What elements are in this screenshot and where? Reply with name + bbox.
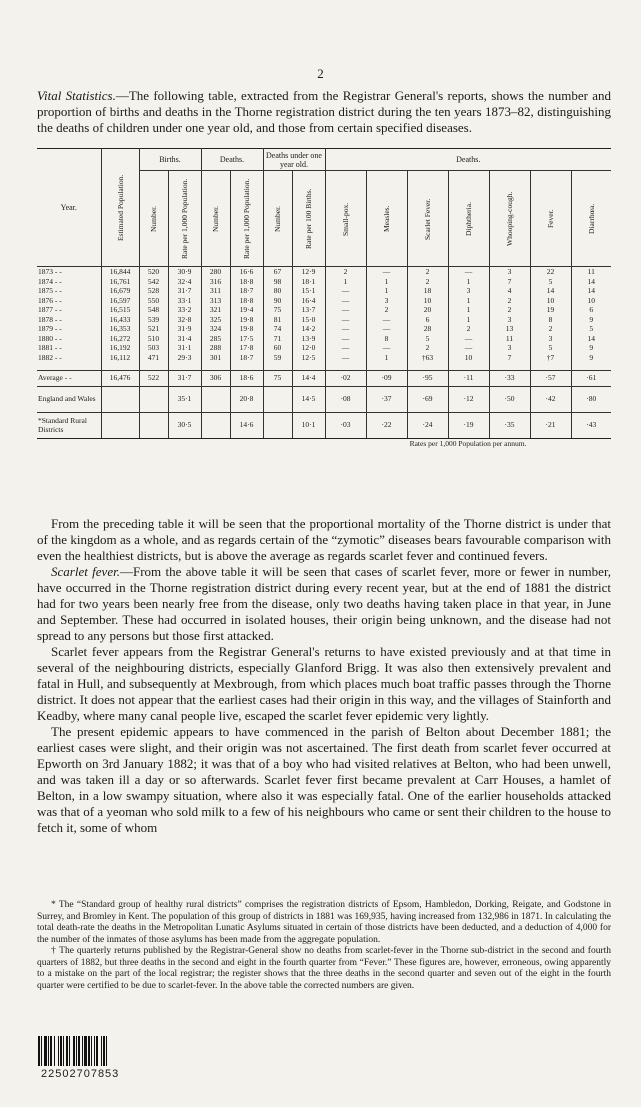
cell-b_r: 31·1	[168, 343, 201, 353]
cell-sf: ·69	[407, 386, 448, 412]
cell-b_r: 32·4	[168, 277, 201, 287]
cell-me: ·22	[366, 412, 407, 438]
cell-sp: —	[325, 286, 366, 296]
cell-wc: 13	[489, 324, 530, 334]
paragraph-scarlet-fever	[37, 564, 611, 644]
table-row	[37, 286, 611, 296]
cell-pop: 16,844	[101, 267, 139, 277]
cell-di: —	[448, 267, 489, 277]
cell-sf: 10	[407, 296, 448, 306]
mortality-table	[37, 148, 611, 448]
cell-sp: —	[325, 324, 366, 334]
cell-sf: 28	[407, 324, 448, 334]
col-births-rate: Rate per 1,000 Population.	[168, 171, 201, 267]
cell-me: 1	[366, 353, 407, 363]
cell-d_r: 19·8	[230, 324, 263, 334]
cell-u_n: 75	[263, 370, 292, 386]
cell-sp: ·08	[325, 386, 366, 412]
cell-dh: 11	[571, 267, 611, 277]
cell-fe: 5	[530, 343, 571, 353]
cell-d_r: 19·4	[230, 305, 263, 315]
page-number: 2	[317, 66, 324, 81]
scarlet-fever-text: —From the above table it will be seen that cases of scarlet fever, more or fewer in number, have occurred in the Thorne registration district during every recent year, but at the end of 1881 the district had for two years been nearly free from the disease, only two deaths having taken place in that year, in June and September. These had occurred in isolated houses, their origin being unknown, and the disease had not spread to any persons but those first attacked.	[37, 564, 612, 643]
table-row-average	[37, 370, 611, 386]
cell-empty	[263, 412, 292, 438]
cell-pop: 16,433	[101, 315, 139, 325]
cell-d_r: 14·6	[230, 412, 263, 438]
table-row-standard	[37, 412, 611, 438]
cell-b_r: 32·8	[168, 315, 201, 325]
cell-me: 8	[366, 334, 407, 344]
footnotes	[37, 900, 611, 992]
cell-empty	[263, 386, 292, 412]
cell-sf: 2	[407, 343, 448, 353]
cell-pop: 16,761	[101, 277, 139, 287]
body-text	[37, 516, 611, 836]
cell-pop: 16,597	[101, 296, 139, 306]
cell-pop: 16,679	[101, 286, 139, 296]
col-under-one-number: Number.	[263, 171, 292, 267]
cell-d_n: 288	[201, 343, 230, 353]
cell-fe: ·21	[530, 412, 571, 438]
cell-dh: 10	[587, 295, 596, 305]
table-row	[37, 334, 611, 344]
cell-u_n: 67	[263, 267, 292, 277]
cell-wc: ·33	[489, 370, 530, 386]
intro-paragraph	[37, 88, 611, 136]
cell-me: —	[366, 315, 407, 325]
cell-fe: 22	[530, 267, 571, 277]
cell-wc: 4	[489, 286, 530, 296]
cell-sp: —	[325, 315, 366, 325]
cell-u_n: 81	[263, 315, 292, 325]
cell-fe: 8	[530, 315, 571, 325]
cell-sp: —	[325, 334, 366, 344]
footnote-standard-districts: * The “Standard group of healthy rural districts” comprises the registration districts of Epsom, Hambledon, Dorking, Reigate, and Godstone in Surrey, and Bromley in Kent. The population of this group of districts in 1881 was 169,935, having increased from 132,986 in 1871. In calculating the total death-rate the deaths in the Metropolitan Lunatic Asylums situated in certain of those districts have been deducted, and a deduction of 4,000 for the number of the inmates of those asylums has been made from the aggregate population.	[37, 900, 611, 945]
cell-b_r: 30·9	[168, 267, 201, 277]
cell-sf: ·24	[407, 412, 448, 438]
paragraph-present-epidemic: The present epidemic appears to have commenced in the parish of Belton about December 1881; the earliest cases were slight, and their origin was not ascertained. The first death from scarlet fever occurred at Epworth on 3rd January 1882; it was that of a boy who had visited relatives at Belton, who had been unwell, and was taken ill a day or so afterwards. Scarlet fever first became prevalent at Carr Houses, a hamlet of Belton, in a low swampy situation, where also it was especially fatal. One of the earlier households attacked was that of a yeoman who sold milk to a few of his neighbours who came or sent their children to the house to fetch it, some of whom	[37, 724, 611, 835]
cell-b_r: 31·7	[168, 286, 201, 296]
cell-fe: 14	[530, 286, 571, 296]
cell-d_n: 285	[201, 334, 230, 344]
cell-u_r: 10·1	[292, 412, 325, 438]
cell-d_n: 324	[201, 324, 230, 334]
cell-d_r: 18·8	[230, 277, 263, 287]
cell-b_n: 510	[139, 334, 168, 344]
cell-b_r: 33·2	[168, 305, 201, 315]
cell-dh: 9	[589, 352, 594, 362]
cell-b_r: 35·1	[168, 386, 201, 412]
cell-empty	[201, 386, 230, 412]
cell-wc: 3	[489, 343, 530, 353]
cell-fe: ·57	[530, 370, 571, 386]
cell-pop: 16,476	[101, 370, 139, 386]
cell-d_r: 18·7	[230, 286, 263, 296]
cell-empty	[201, 412, 230, 438]
cell-dh: 6	[589, 305, 594, 314]
col-deaths-number: Number.	[201, 171, 230, 267]
cell-di: ·12	[448, 386, 489, 412]
cell-fe: †7	[530, 353, 571, 363]
cell-wc: 2	[489, 296, 530, 306]
cell-dh: ·80	[571, 386, 611, 412]
col-measles: Measles.	[366, 171, 407, 267]
table-row	[37, 267, 611, 277]
cell-d_r: 20·8	[230, 386, 263, 412]
cell-fe: 19	[530, 305, 571, 315]
cell-d_r: 18·7	[230, 353, 263, 363]
col-deaths: Deaths.	[201, 149, 263, 171]
cell-u_r: 14·2	[292, 324, 325, 334]
barcode-number: 22502707853	[41, 1068, 120, 1080]
col-deaths-under-one: Deaths under one year old.	[263, 149, 325, 171]
cell-sf: 20	[407, 305, 448, 315]
table-row	[37, 296, 611, 306]
row-label: Average - -	[37, 370, 101, 386]
cell-b_n: 542	[139, 277, 168, 287]
cell-di: 1	[448, 305, 489, 315]
cell-b_n: 520	[139, 267, 168, 277]
mortality-table-wrapper	[37, 148, 611, 448]
cell-me: 1	[366, 286, 407, 296]
row-year: 1875 - -	[37, 286, 101, 296]
cell-pop: 16,192	[101, 343, 139, 353]
cell-u_r: 15·0	[292, 315, 325, 325]
cell-pop: 16,112	[101, 353, 139, 363]
cell-d_r: 17·8	[230, 343, 263, 353]
cell-wc: 2	[489, 305, 530, 315]
row-year: 1882 - -	[37, 353, 101, 363]
barcode-image	[38, 1036, 130, 1066]
cell-sf: 5	[407, 334, 448, 344]
cell-fe: ·42	[530, 386, 571, 412]
cell-me: —	[366, 267, 407, 277]
paragraph-proportional-mortality: From the preceding table it will be seen that the proportional mortality of the Thorne district is under that of the kingdom as a whole, and as regards certain of the “zymotic” diseases bears favourable comparison with even the healthiest districts, but is above the average as regards scarlet fever and continued fevers.	[37, 516, 611, 563]
intro-text: —The following table, extracted from the Registrar General's reports, shows the number and proportion of births and deaths in the Thorne registration district during the ten years 1873–82, distinguishing the deaths of children under one year old, and those from certain specified diseases.	[37, 88, 611, 135]
cell-u_n: 75	[263, 305, 292, 315]
cell-d_n: 321	[201, 305, 230, 315]
table-row	[37, 353, 611, 363]
col-smallpox: Small-pox.	[325, 171, 366, 267]
cell-sp: —	[325, 305, 366, 315]
footnote-quarterly-returns: † The quarterly returns published by the Registrar-General show no deaths from scarlet-fever in the Thorne sub-district in the second and fourth quarters of 1882, but three deaths in the second and eight in the fourth quarter from “Fever.” These figures are, however, erroneous, owing apparently to a mistake on the part of the local registrar; the register shows that the three deaths in the second quarter and seven out of the eight in the fourth quarter were certified to be due to scarlet-fever. In the above table the corrected numbers are given.	[37, 946, 611, 991]
cell-d_r: 18·8	[230, 296, 263, 306]
cell-empty	[139, 386, 168, 412]
cell-sf: 6	[407, 315, 448, 325]
cell-d_n: 311	[201, 286, 230, 296]
cell-di: 1	[448, 277, 489, 287]
cell-dh: ·43	[571, 412, 611, 438]
cell-b_r: 33·1	[168, 296, 201, 306]
col-whooping-cough: Whooping-cough.	[489, 171, 530, 267]
cell-d_n: 301	[201, 353, 230, 363]
cell-u_r: 13·9	[292, 334, 325, 344]
cell-di: 3	[448, 286, 489, 296]
cell-b_n: 503	[139, 343, 168, 353]
cell-me: 1	[366, 277, 407, 287]
cell-d_n: 313	[201, 296, 230, 306]
cell-b_n: 522	[139, 370, 168, 386]
col-deaths-diseases: Deaths.	[325, 149, 611, 171]
cell-wc: ·35	[489, 412, 530, 438]
row-year: 1881 - -	[37, 343, 101, 353]
cell-di: 1	[448, 296, 489, 306]
cell-me: 2	[366, 305, 407, 315]
cell-wc: 11	[489, 334, 530, 344]
scarlet-fever-heading: Scarlet fever.	[51, 564, 120, 579]
cell-dh: ·61	[571, 370, 611, 386]
cell-dh: 14	[587, 286, 596, 295]
cell-d_n: 280	[201, 267, 230, 277]
cell-sp: 2	[325, 267, 366, 277]
cell-sp: —	[325, 343, 366, 353]
cell-u_r: 13·7	[292, 305, 325, 315]
row-label: *Standard Rural Districts	[37, 412, 101, 438]
cell-di: 1	[448, 315, 489, 325]
cell-dh: 9	[589, 314, 594, 324]
cell-me: ·09	[366, 370, 407, 386]
cell-u_r: 18·1	[292, 277, 325, 287]
table-row-england	[37, 386, 611, 412]
cell-empty	[139, 412, 168, 438]
col-births: Births.	[139, 149, 201, 171]
cell-b_n: 550	[139, 296, 168, 306]
row-year: 1877 - -	[37, 305, 101, 315]
cell-me: —	[366, 343, 407, 353]
cell-b_r: 31·9	[168, 324, 201, 334]
cell-u_r: 15·1	[292, 286, 325, 296]
cell-sp: —	[325, 353, 366, 363]
cell-di: —	[448, 334, 489, 344]
cell-pop: 16,353	[101, 324, 139, 334]
intro-heading: Vital Statistics.	[37, 88, 116, 103]
col-population: Estimated Population.	[101, 149, 139, 267]
col-year: Year.	[37, 149, 101, 267]
cell-d_r: 18·6	[230, 370, 263, 386]
cell-fe: 5	[530, 277, 571, 287]
cell-di: 2	[448, 324, 489, 334]
cell-b_n: 548	[139, 305, 168, 315]
row-year: 1878 - -	[37, 315, 101, 325]
cell-b_r: 29·3	[168, 353, 201, 363]
cell-b_n: 539	[139, 315, 168, 325]
cell-b_n: 528	[139, 286, 168, 296]
cell-fe: 2	[530, 324, 571, 334]
cell-u_n: 98	[263, 277, 292, 287]
col-deaths-rate: Rate per 1,000 Population.	[230, 171, 263, 267]
cell-b_r: 30·5	[168, 412, 201, 438]
cell-fe: 10	[530, 296, 571, 306]
cell-u_n: 80	[263, 286, 292, 296]
cell-d_n: 316	[201, 277, 230, 287]
table-row	[37, 277, 611, 287]
col-scarlet-fever: Scarlet Fever.	[407, 171, 448, 267]
cell-di: 10	[448, 353, 489, 363]
cell-me: ·37	[366, 386, 407, 412]
cell-u_n: 71	[263, 334, 292, 344]
cell-empty	[101, 412, 139, 438]
cell-sp: 1	[325, 277, 366, 287]
cell-di: ·19	[448, 412, 489, 438]
cell-wc: 3	[489, 315, 530, 325]
cell-u_n: 90	[263, 296, 292, 306]
cell-dh: 14	[587, 276, 596, 286]
cell-d_r: 16·6	[230, 267, 263, 277]
cell-b_r: 31·7	[168, 370, 201, 386]
cell-di: ·11	[448, 370, 489, 386]
cell-pop: 16,515	[101, 305, 139, 315]
cell-dh: 9	[589, 343, 594, 352]
cell-wc: 7	[489, 353, 530, 363]
row-year: 1879 - -	[37, 324, 101, 334]
cell-u_r: 14·5	[292, 386, 325, 412]
col-under-one-rate: Rate per 100 Births.	[292, 171, 325, 267]
col-fever: Fever.	[530, 171, 571, 267]
cell-sp: ·02	[325, 370, 366, 386]
col-diarrhoea: Diarrhœa.	[571, 171, 611, 267]
row-year: 1874 - -	[37, 277, 101, 287]
table-footnote-row	[37, 438, 611, 448]
cell-dh: 5	[589, 324, 594, 333]
cell-me: —	[366, 324, 407, 334]
cell-pop: 16,272	[101, 334, 139, 344]
rates-footnote: Rates per 1,000 Population per annum.	[409, 438, 527, 448]
table-row	[37, 324, 611, 334]
cell-sp: —	[325, 296, 366, 306]
table-body	[37, 267, 611, 449]
spacer-row	[37, 362, 611, 370]
barcode-bar	[107, 1036, 109, 1066]
cell-d_n: 306	[201, 370, 230, 386]
cell-empty	[101, 386, 139, 412]
cell-d_r: 17·5	[230, 334, 263, 344]
cell-d_r: 19·8	[230, 315, 263, 325]
col-diphtheria: Diphtheria.	[448, 171, 489, 267]
cell-fe: 3	[530, 334, 571, 344]
cell-u_r: 12·9	[292, 267, 325, 277]
cell-sf: ·95	[407, 370, 448, 386]
cell-b_n: 521	[139, 324, 168, 334]
cell-dh: 14	[587, 333, 596, 343]
cell-wc: ·50	[489, 386, 530, 412]
cell-b_r: 31·4	[168, 334, 201, 344]
row-year: 1873 - -	[37, 267, 101, 277]
cell-sf: 2	[407, 267, 448, 277]
table-row	[37, 315, 611, 325]
cell-u_n: 59	[263, 353, 292, 363]
row-year: 1880 - -	[37, 334, 101, 344]
row-year: 1876 - -	[37, 296, 101, 306]
cell-u_r: 16·4	[292, 296, 325, 306]
cell-u_r: 14·4	[292, 370, 325, 386]
cell-u_r: 12·5	[292, 353, 325, 363]
row-label: England and Wales	[37, 386, 101, 412]
cell-sp: ·03	[325, 412, 366, 438]
table-row	[37, 305, 611, 315]
table-row	[37, 343, 611, 353]
cell-u_r: 12·0	[292, 343, 325, 353]
cell-di: —	[448, 343, 489, 353]
cell-wc: 3	[489, 267, 530, 277]
cell-sf: †63	[407, 353, 448, 363]
cell-d_n: 325	[201, 315, 230, 325]
cell-u_n: 74	[263, 324, 292, 334]
cell-b_n: 471	[139, 353, 168, 363]
cell-u_n: 60	[263, 343, 292, 353]
cell-sf: 2	[407, 277, 448, 287]
paragraph-registrar-returns: Scarlet fever appears from the Registrar General's returns to have existed previously and at that time in several of the neighbouring districts, especially Glanford Brigg. It was also then extensively prevalent and fatal in Hull, and subsequently at Mexbrough, from which places much boat traffic passes through the Thorne district. It does not appear that the earliest cases had their origin in this way, and the villages of Stainforth and Keadby, where many canal people live, escaped the scarlet fever epidemic very lightly.	[37, 644, 611, 723]
cell-wc: 7	[489, 277, 530, 287]
cell-me: 3	[366, 296, 407, 306]
col-births-number: Number.	[139, 171, 168, 267]
cell-sf: 18	[407, 286, 448, 296]
